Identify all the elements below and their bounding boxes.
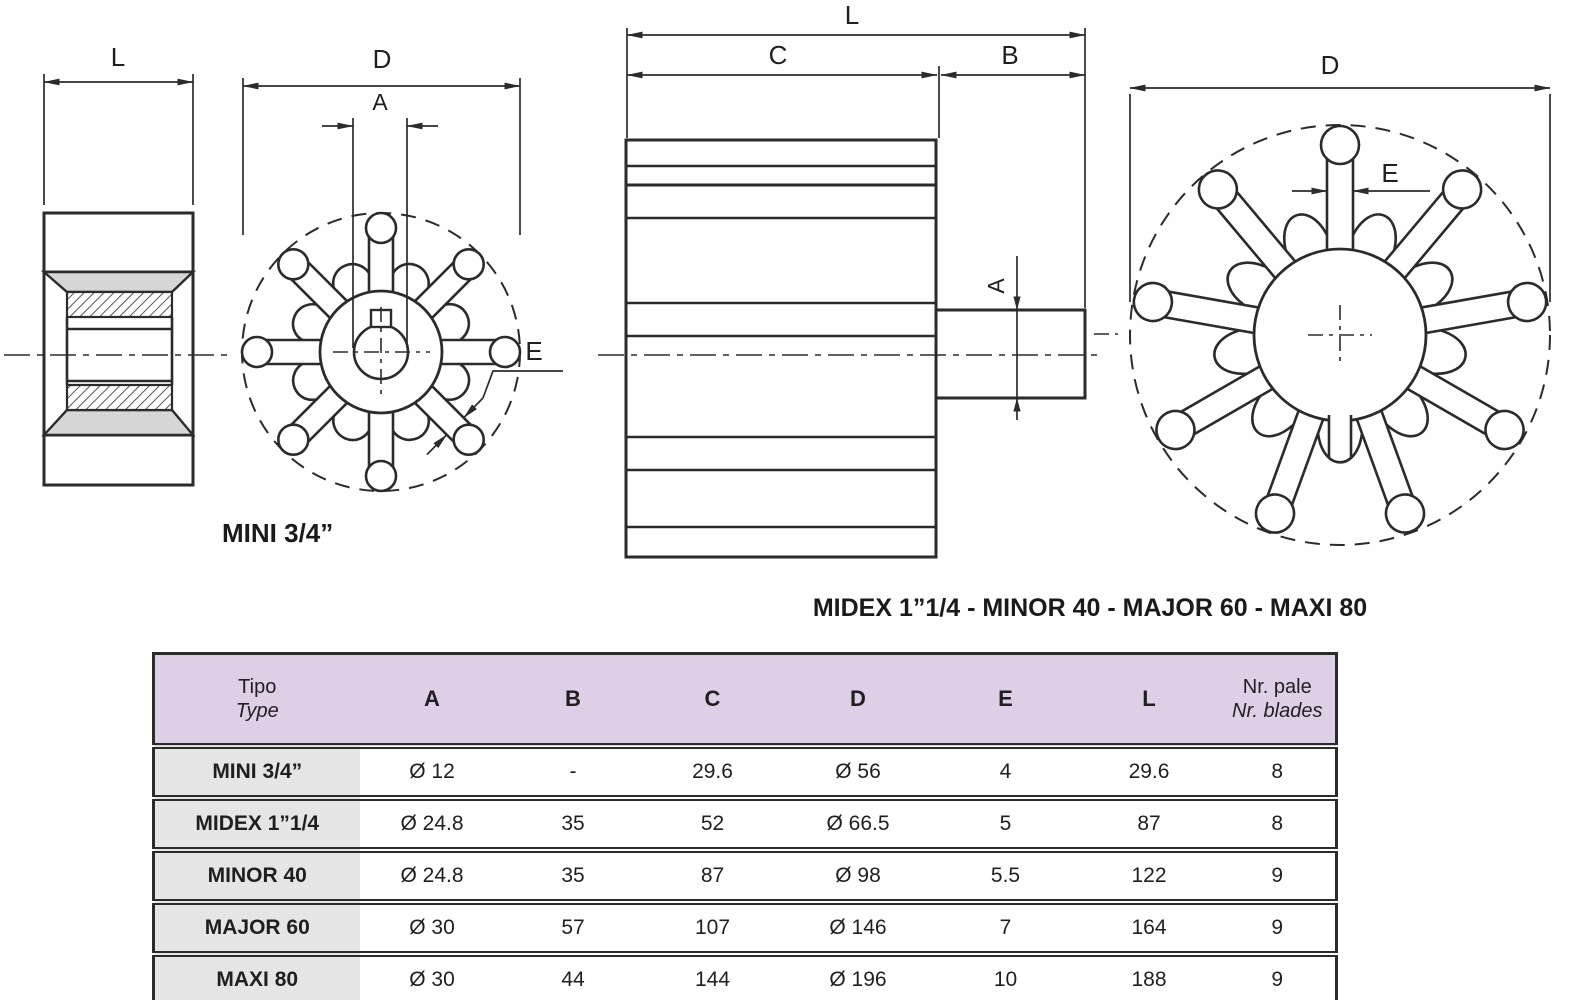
hatch-section-bottom xyxy=(67,385,172,410)
impeller-front-view-large xyxy=(1094,50,1550,545)
bottom-slot xyxy=(1329,415,1351,457)
header-col-L: L xyxy=(1079,654,1220,747)
table-row xyxy=(154,902,1337,954)
row-type: MINOR 40 xyxy=(154,850,360,902)
cell-E: 5 xyxy=(933,798,1079,850)
table-row xyxy=(154,850,1337,902)
cell-A: Ø 12 xyxy=(360,746,505,798)
cell-E: 4 xyxy=(933,746,1079,798)
header-col-C: C xyxy=(642,654,784,747)
dim-label-A: A xyxy=(372,89,388,115)
hatch-section-top xyxy=(67,292,172,317)
header-col-E: E xyxy=(933,654,1079,747)
hub-shaft xyxy=(936,310,1085,398)
cell-C: 29.6 xyxy=(642,746,784,798)
row-type: MINI 3/4” xyxy=(154,746,360,798)
cell-blades: 8 xyxy=(1220,746,1337,798)
header-type-it: Tipo xyxy=(238,676,277,698)
header-blades xyxy=(1220,654,1337,747)
cell-A: Ø 30 xyxy=(360,954,505,1000)
cell-blades: 8 xyxy=(1220,798,1337,850)
cell-C: 52 xyxy=(642,798,784,850)
row-type: MAJOR 60 xyxy=(154,902,360,954)
dim-C-large xyxy=(627,40,939,138)
cell-E: 7 xyxy=(933,902,1079,954)
mini-type-label: MINI 3/4” xyxy=(222,518,334,548)
dim-label-L: L xyxy=(110,42,126,72)
cell-A: Ø 30 xyxy=(360,902,505,954)
table-row xyxy=(154,798,1337,850)
header-blades-it: Nr. pale xyxy=(1242,676,1312,698)
dim-label-D: D xyxy=(1320,50,1340,80)
cell-B: 35 xyxy=(505,850,642,902)
cell-L: 188 xyxy=(1079,954,1220,1000)
cell-B: 57 xyxy=(505,902,642,954)
dim-D-mini xyxy=(243,44,520,235)
cell-D: Ø 146 xyxy=(784,902,933,954)
cell-blades: 9 xyxy=(1220,850,1337,902)
dim-label-A: A xyxy=(983,278,1009,294)
dim-E-large-front xyxy=(1292,158,1430,191)
dim-label-D: D xyxy=(372,44,392,74)
cell-C: 144 xyxy=(642,954,784,1000)
cell-L: 164 xyxy=(1079,902,1220,954)
chamfer-bottom xyxy=(44,410,193,435)
cell-D: Ø 66.5 xyxy=(784,798,933,850)
dim-label-C: C xyxy=(768,40,788,70)
header-col-A: A xyxy=(360,654,505,747)
spec-table-header xyxy=(154,654,1337,747)
impeller-front-view-mini xyxy=(222,44,563,548)
chamfer-top xyxy=(44,272,193,292)
cell-D: Ø 196 xyxy=(784,954,933,1000)
dim-label-L: L xyxy=(844,0,860,30)
dim-label-E: E xyxy=(1381,158,1399,188)
header-type-en: Type xyxy=(235,700,279,722)
cell-blades: 9 xyxy=(1220,954,1337,1000)
models-caption: MIDEX 1”1/4 - MINOR 40 - MAJOR 60 - MAXI 80 xyxy=(812,594,1368,622)
impeller-side-view-large xyxy=(598,0,1100,557)
cell-L: 87 xyxy=(1079,798,1220,850)
cell-A: Ø 24.8 xyxy=(360,850,505,902)
dim-label-E: E xyxy=(525,336,543,366)
cell-C: 107 xyxy=(642,902,784,954)
header-type xyxy=(154,654,360,747)
header-col-D: D xyxy=(784,654,933,747)
row-type: MAXI 80 xyxy=(154,954,360,1000)
cell-B: 44 xyxy=(505,954,642,1000)
table-row xyxy=(154,954,1337,1000)
cell-E: 10 xyxy=(933,954,1079,1000)
cell-L: 29.6 xyxy=(1079,746,1220,798)
dim-B-large xyxy=(941,40,1085,75)
dim-L-mini xyxy=(44,42,193,205)
row-type: MIDEX 1”1/4 xyxy=(154,798,360,850)
cell-B: - xyxy=(505,746,642,798)
cell-B: 35 xyxy=(505,798,642,850)
cell-D: Ø 56 xyxy=(784,746,933,798)
header-blades-en: Nr. blades xyxy=(1232,700,1323,722)
cell-D: Ø 98 xyxy=(784,850,933,902)
dim-label-B: B xyxy=(1001,40,1019,70)
cell-C: 87 xyxy=(642,850,784,902)
spec-table xyxy=(152,652,1338,1000)
cell-E: 5.5 xyxy=(933,850,1079,902)
header-col-B: B xyxy=(505,654,642,747)
impeller-side-view-mini xyxy=(4,42,230,485)
cell-L: 122 xyxy=(1079,850,1220,902)
table-row xyxy=(154,746,1337,798)
cell-A: Ø 24.8 xyxy=(360,798,505,850)
dim-A-large xyxy=(983,256,1021,420)
cell-blades: 9 xyxy=(1220,902,1337,954)
